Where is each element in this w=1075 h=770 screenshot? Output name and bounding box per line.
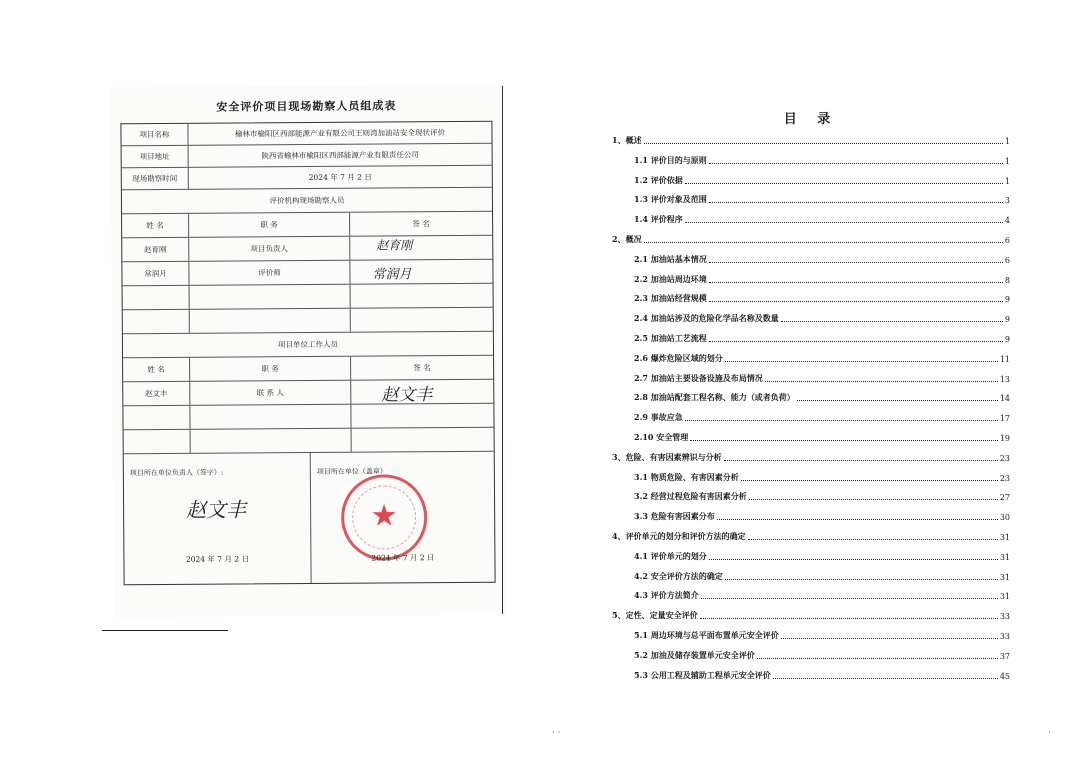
toc-leader-dots bbox=[644, 142, 1003, 144]
toc-chapter[interactable] bbox=[612, 528, 1010, 542]
toc-chapter[interactable] bbox=[612, 607, 1010, 621]
toc-page-number: 3 bbox=[1004, 196, 1010, 206]
toc-page-number: 45 bbox=[999, 671, 1010, 681]
agency-role: 评价师 bbox=[189, 261, 350, 285]
toc-page-number: 33 bbox=[999, 632, 1010, 641]
table-row bbox=[121, 122, 491, 147]
unit-role: 联 系 人 bbox=[190, 381, 351, 405]
toc-page-number: 9 bbox=[1004, 295, 1010, 305]
empty-cell bbox=[351, 308, 493, 332]
toc-page-number: 37 bbox=[999, 651, 1010, 661]
toc-page-number: 23 bbox=[999, 473, 1010, 483]
toc-entry-label: 3.3 危险有害因素分布 bbox=[634, 511, 715, 522]
toc-leader-dots bbox=[644, 241, 1003, 243]
toc-page-number: 1 bbox=[1004, 176, 1010, 186]
project-address-label: 项目地址 bbox=[122, 146, 189, 167]
col-name-header: 姓 名 bbox=[122, 214, 189, 237]
empty-cell bbox=[351, 404, 493, 428]
toc-entry-label: 4.1 评价单元的划分 bbox=[634, 550, 707, 561]
signature-cell bbox=[350, 236, 492, 260]
toc-section[interactable] bbox=[634, 310, 1010, 324]
toc-section[interactable] bbox=[634, 350, 1010, 364]
toc-entry-label: 2.10 安全管理 bbox=[634, 432, 689, 442]
table-row bbox=[123, 308, 493, 335]
empty-cell bbox=[123, 310, 190, 333]
toc-page-number: 14 bbox=[999, 394, 1010, 404]
unit-signature: 赵文丰 bbox=[381, 385, 433, 406]
toc-section[interactable] bbox=[634, 568, 1010, 582]
agency-name: 常润月 bbox=[122, 262, 189, 285]
toc-leader-dots bbox=[748, 538, 998, 540]
toc-page-number: 9 bbox=[1004, 315, 1010, 325]
toc-chapter[interactable] bbox=[612, 449, 1010, 463]
toc-leader-dots bbox=[765, 380, 998, 382]
scanned-form-page bbox=[110, 85, 506, 618]
col-role-header: 职 务 bbox=[189, 213, 350, 237]
toc-page-number: 6 bbox=[1004, 236, 1010, 245]
toc-entry-label: 4、评价单元的划分和评价方法的确定 bbox=[612, 531, 746, 541]
toc-leader-dots bbox=[717, 518, 998, 520]
col-role-header: 职 务 bbox=[190, 357, 351, 381]
project-name-label: 项目名称 bbox=[121, 124, 188, 145]
unit-stamp-label: 项目所在单位（盖章） bbox=[316, 467, 387, 476]
table-row bbox=[122, 188, 492, 215]
toc-leader-dots bbox=[797, 399, 998, 401]
leader-signature-block bbox=[124, 453, 312, 584]
star-icon: ★ bbox=[370, 498, 398, 534]
toc-entry-label: 1.3 评价对象及范围 bbox=[634, 194, 707, 205]
leader-date: 2024 年 7 月 2 日 bbox=[185, 554, 250, 564]
toc-section[interactable] bbox=[634, 587, 1010, 601]
toc-leader-dots bbox=[709, 261, 1003, 263]
toc-leader-dots bbox=[701, 597, 998, 599]
toc-page-number: 31 bbox=[999, 572, 1010, 582]
toc-page-number: 31 bbox=[999, 592, 1010, 602]
toc-leader-dots bbox=[709, 340, 1003, 342]
agency-section-header: 评价机构现场勘察人员 bbox=[269, 195, 345, 206]
unit-name: 赵文丰 bbox=[123, 382, 190, 405]
table-row bbox=[123, 284, 493, 311]
empty-cell bbox=[190, 285, 351, 309]
toc-section[interactable] bbox=[634, 191, 1010, 205]
toc-leader-dots bbox=[781, 637, 998, 639]
toc-leader-dots bbox=[709, 281, 1003, 283]
toc-leader-dots bbox=[700, 617, 998, 619]
empty-cell bbox=[190, 309, 351, 333]
toc-section[interactable] bbox=[634, 330, 1010, 344]
toc-section[interactable] bbox=[634, 409, 1010, 423]
project-address-value: 陕西省榆林市榆阳区西部能源产业有限责任公司 bbox=[261, 150, 419, 161]
toc-entry-label: 5、定性、定量安全评价 bbox=[612, 610, 698, 621]
toc-leader-dots bbox=[709, 300, 1003, 302]
empty-cell bbox=[351, 284, 493, 308]
toc-leader-dots bbox=[749, 498, 998, 500]
footnote-rule bbox=[102, 630, 228, 631]
toc-entry-label: 2.3 加油站经营规模 bbox=[634, 293, 707, 304]
toc-page-number: 31 bbox=[999, 552, 1010, 562]
empty-cell bbox=[352, 428, 494, 452]
col-sign-header: 签 名 bbox=[413, 363, 431, 373]
toc-section[interactable] bbox=[634, 627, 1010, 641]
toc-page-number: 30 bbox=[999, 513, 1010, 523]
toc-entry-label: 3.1 物质危险、有害因素分析 bbox=[634, 471, 739, 482]
toc-page-number: 1 bbox=[1004, 156, 1010, 166]
toc-section[interactable] bbox=[634, 667, 1010, 681]
table-row bbox=[124, 452, 495, 585]
toc-page-number: 11 bbox=[999, 354, 1010, 364]
toc-page-number: 8 bbox=[1004, 275, 1010, 285]
toc-page-number: 6 bbox=[1004, 255, 1010, 265]
toc-page-number: 9 bbox=[1004, 335, 1010, 344]
table-row bbox=[124, 428, 494, 455]
toc-leader-dots bbox=[685, 182, 1003, 184]
toc-section[interactable] bbox=[634, 389, 1010, 403]
toc-section[interactable] bbox=[634, 370, 1010, 384]
toc-page-number: 13 bbox=[999, 374, 1010, 384]
empty-cell bbox=[124, 430, 191, 453]
toc-section[interactable] bbox=[634, 508, 1010, 522]
toc-chapter[interactable] bbox=[612, 231, 1010, 245]
table-row bbox=[123, 332, 493, 359]
toc-leader-dots bbox=[757, 657, 998, 659]
table-row bbox=[122, 236, 492, 263]
toc-entry-label: 1.4 评价程序 bbox=[634, 214, 683, 225]
toc-section[interactable] bbox=[634, 211, 1010, 225]
agency-name: 赵育刚 bbox=[122, 238, 189, 261]
toc-entry-label: 3.2 经营过程危险有害因素分析 bbox=[634, 491, 747, 502]
empty-cell bbox=[191, 429, 352, 453]
toc-leader-dots bbox=[725, 360, 998, 362]
unit-stamp-block bbox=[311, 452, 495, 583]
toc-entry-label: 2.9 事故应急 bbox=[634, 412, 683, 423]
toc-leader-dots bbox=[709, 201, 1003, 203]
toc-page-number: 31 bbox=[999, 533, 1010, 542]
personnel-table bbox=[120, 121, 495, 586]
toc-leader-dots bbox=[690, 439, 998, 441]
leader-signature: 赵文丰 bbox=[186, 497, 247, 522]
toc-entry-label: 2.2 加油站周边环境 bbox=[634, 273, 707, 284]
toc-section[interactable] bbox=[634, 548, 1010, 562]
toc-leader-dots bbox=[685, 419, 998, 421]
project-name-value: 榆林市榆阳区西部能源产业有限公司王则湾加油站安全现状评价 bbox=[234, 128, 446, 139]
toc-chapter[interactable] bbox=[612, 132, 1010, 146]
toc-section[interactable] bbox=[634, 271, 1010, 285]
toc-page-number: 17 bbox=[999, 414, 1010, 424]
table-row bbox=[122, 166, 492, 191]
toc-entry-label: 2.7 加油站主要设备设施及布局情况 bbox=[634, 372, 763, 383]
toc-leader-dots bbox=[709, 162, 1003, 164]
empty-cell bbox=[190, 405, 351, 429]
toc-section[interactable] bbox=[634, 647, 1010, 661]
toc-section[interactable] bbox=[634, 429, 1010, 443]
toc-entry-label: 5.3 公用工程及辅助工程单元安全评价 bbox=[634, 669, 771, 680]
col-name-header: 姓 名 bbox=[123, 358, 190, 381]
toc-page-number: 27 bbox=[999, 493, 1010, 503]
form-title: 安全评价项目现场勘察人员组成表 bbox=[216, 99, 397, 114]
toc-entry-label: 2.4 加油站涉及的危险化学品名称及数量 bbox=[634, 313, 779, 324]
toc-leader-dots bbox=[741, 479, 998, 481]
toc-section[interactable] bbox=[634, 152, 1010, 166]
table-row bbox=[123, 356, 493, 383]
agency-signature: 常润月 bbox=[372, 267, 412, 283]
toc-page-number: 23 bbox=[999, 453, 1010, 463]
toc-entry-label: 2.6 爆炸危险区域的划分 bbox=[634, 352, 723, 363]
toc-entry-label: 1.1 评价目的与原则 bbox=[634, 154, 707, 165]
toc-section[interactable] bbox=[634, 469, 1010, 483]
agency-signature: 赵育刚 bbox=[376, 238, 413, 253]
toc-entry-label: 3、危险、有害因素辨识与分析 bbox=[612, 451, 722, 462]
toc-entry-label: 2.1 加油站基本情况 bbox=[634, 253, 707, 264]
red-seal-stamp bbox=[341, 474, 428, 561]
survey-time-value: 2024 年 7 月 2 日 bbox=[308, 172, 372, 182]
unit-date: 2024 年 7 月 2 日 bbox=[371, 553, 435, 563]
toc-entry-label: 2、概况 bbox=[612, 234, 642, 244]
survey-time-label: 现场勘察时间 bbox=[122, 168, 189, 189]
toc-page-number: 4 bbox=[1004, 216, 1010, 226]
table-row bbox=[123, 380, 493, 407]
toc-section[interactable] bbox=[634, 488, 1010, 502]
unit-section-header: 项目单位工作人员 bbox=[277, 339, 338, 350]
toc-entry-label: 1.2 评价依据 bbox=[634, 174, 683, 185]
toc-section[interactable] bbox=[634, 172, 1010, 186]
toc-entry-label: 2.5 加油站工艺流程 bbox=[634, 333, 707, 343]
toc-entry-label: 4.2 安全评价方法的确定 bbox=[634, 570, 723, 581]
toc-leader-dots bbox=[781, 320, 1003, 322]
col-sign-header: 签 名 bbox=[412, 219, 430, 229]
toc-page-number: 1 bbox=[1004, 137, 1010, 146]
table-row bbox=[122, 212, 492, 239]
toc-entry-label: 5.2 加油及储存装置单元安全评价 bbox=[634, 649, 755, 660]
toc-section[interactable] bbox=[634, 290, 1010, 304]
toc-title: 目 录 bbox=[783, 112, 839, 127]
agency-role: 项目负责人 bbox=[189, 237, 350, 261]
toc-leader-dots bbox=[724, 459, 998, 461]
toc-entry-label: 1、概述 bbox=[612, 135, 642, 145]
signature-cell bbox=[351, 380, 493, 404]
signature-cell bbox=[350, 260, 492, 284]
toc-entry-label: 5.1 周边环境与总平面布置单元安全评价 bbox=[634, 630, 779, 640]
leader-label: 项目所在单位负责人（签字）: bbox=[129, 468, 224, 478]
page-marks-left: · · bbox=[552, 728, 561, 738]
empty-cell bbox=[123, 286, 190, 309]
toc-page-number: 19 bbox=[999, 434, 1010, 443]
table-row bbox=[122, 144, 492, 169]
page-marks-right: · bbox=[1048, 728, 1051, 738]
toc-leader-dots bbox=[725, 578, 998, 580]
page-divider bbox=[502, 86, 503, 614]
toc-leader-dots bbox=[709, 558, 998, 560]
toc-leader-dots bbox=[685, 221, 1003, 223]
table-row bbox=[122, 260, 492, 287]
empty-cell bbox=[123, 406, 190, 429]
toc-entry-label: 2.8 加油站配套工程名称、能力（或者负荷） bbox=[634, 392, 795, 403]
toc-page-number: 33 bbox=[999, 612, 1010, 622]
toc-leader-dots bbox=[773, 677, 998, 679]
toc-entry-label: 4.3 评价方法简介 bbox=[634, 590, 699, 601]
table-row bbox=[123, 404, 493, 431]
toc-section[interactable] bbox=[634, 251, 1010, 265]
